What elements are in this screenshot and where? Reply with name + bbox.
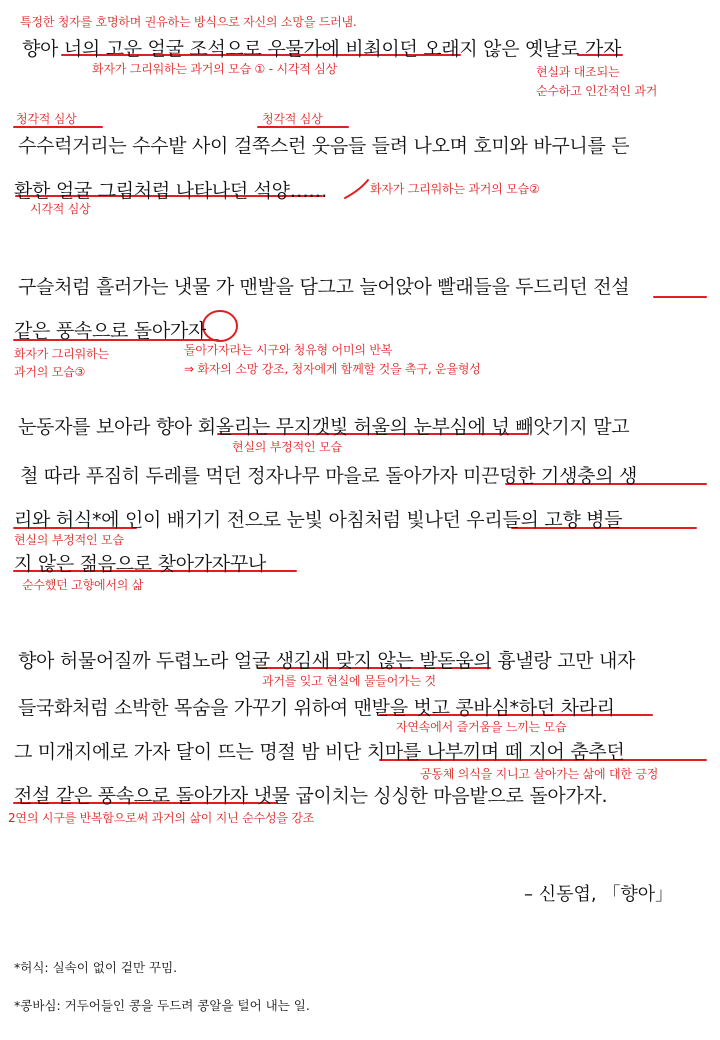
- poem-line: 구슬처럼 흘러가는 냇물 가 맨발을 담그고 늘어앉아 빨래들을 두드리던 전설: [18, 276, 630, 298]
- annotation-note: 현실의 부정적인 모습: [14, 533, 124, 547]
- poem-line: 향아 너의 고운 얼굴 조석으로 우물가에 비최이던 오래지 않은 옛날로 가자: [22, 38, 622, 60]
- annotation-note: 과거의 모습③: [14, 365, 86, 379]
- annotation-note: 화자가 그리워하는 과거의 모습②: [370, 182, 540, 196]
- annotation-note: 공동체 의식을 지니고 살아가는 삶에 대한 긍정: [420, 767, 659, 781]
- footnote: *허식: 실속이 없이 겉만 꾸밈.: [14, 960, 178, 975]
- annotation-note: 돌아가자라는 시구와 청유형 어미의 반복: [184, 343, 393, 357]
- poem-line: 향아 허물어질까 두렵노라 얼굴 생김새 맞지 않는 발돋움의 흉낼랑 고만 내자: [18, 650, 636, 672]
- poem-line: 같은 풍속으로 돌아가자: [14, 320, 207, 342]
- poem-line: 철 따라 푸짐히 두레를 먹던 정자나무 마을로 돌아가자 미끈덩한 기생충의 생: [20, 465, 638, 487]
- annotation-note: 현실의 부정적인 모습: [232, 440, 342, 454]
- annotation-note: 청각적 심상: [16, 112, 77, 126]
- poem-credit: – 신동엽, 「향아」: [524, 884, 674, 905]
- poem-line: 수수럭거리는 수수밭 사이 걸쭉스런 웃음들 들려 나오며 호미와 바구니를 든: [18, 135, 630, 157]
- annotation-note: 화자가 그리워하는 과거의 모습 ① - 시각적 심상: [92, 62, 338, 76]
- annotation-note: 청각적 심상: [262, 112, 323, 126]
- poem-line: 눈동자를 보아라 향아 회올리는 무지갯빛 허울의 눈부심에 넋 빼앗기지 말고: [18, 416, 630, 438]
- annotation-note: 화자가 그리워하는: [14, 347, 109, 361]
- annotation-note: 특정한 청자를 호명하며 권유하는 방식으로 자신의 소망을 드러냄.: [20, 15, 357, 29]
- poem-line: 리와 허식*에 인이 배기기 전으로 눈빛 아침처럼 빛나던 우리들의 고향 병들: [14, 509, 623, 531]
- annotation-note: ⇒ 화자의 소망 강조, 청자에게 함께할 것을 촉구, 운율형성: [184, 362, 481, 376]
- annotation-note: 2연의 시구를 반복함으로써 과거의 삶이 지닌 순수성을 강조: [8, 811, 315, 825]
- circle-mark: [203, 311, 237, 341]
- annotation-note: 자연속에서 즐거움을 느끼는 모습: [396, 720, 567, 734]
- annotation-note: 순수했던 고향에서의 삶: [22, 578, 144, 592]
- annotation-note: 과거를 잊고 현실에 물들어가는 것: [262, 674, 436, 688]
- poem-line: 들국화처럼 소박한 목숨을 가꾸기 위하여 맨발을 벗고 콩바심*하던 차라리: [18, 697, 615, 719]
- annotation-note: 현실과 대조되는: [536, 65, 620, 79]
- poem-line: 지 않은 젊음으로 찾아가자꾸나: [14, 553, 266, 575]
- footnote: *콩바심: 거두어들인 콩을 두드려 콩알을 털어 내는 일.: [14, 998, 310, 1013]
- poem-line: 전설 같은 풍속으로 돌아가자 냇물 굽이치는 싱싱한 마음밭으로 돌아가자.: [14, 785, 608, 807]
- poem-line: 환한 얼굴 그림처럼 나타나던 석양……: [14, 180, 328, 202]
- annotation-note: 순수하고 인간적인 과거: [536, 84, 658, 98]
- underline-mark: [345, 180, 368, 198]
- poem-line: 그 미개지에로 가자 달이 뜨는 명절 밤 비단 치마를 나부끼며 떼 지어 춤추던: [14, 741, 625, 763]
- annotation-note: 시각적 심상: [30, 202, 91, 216]
